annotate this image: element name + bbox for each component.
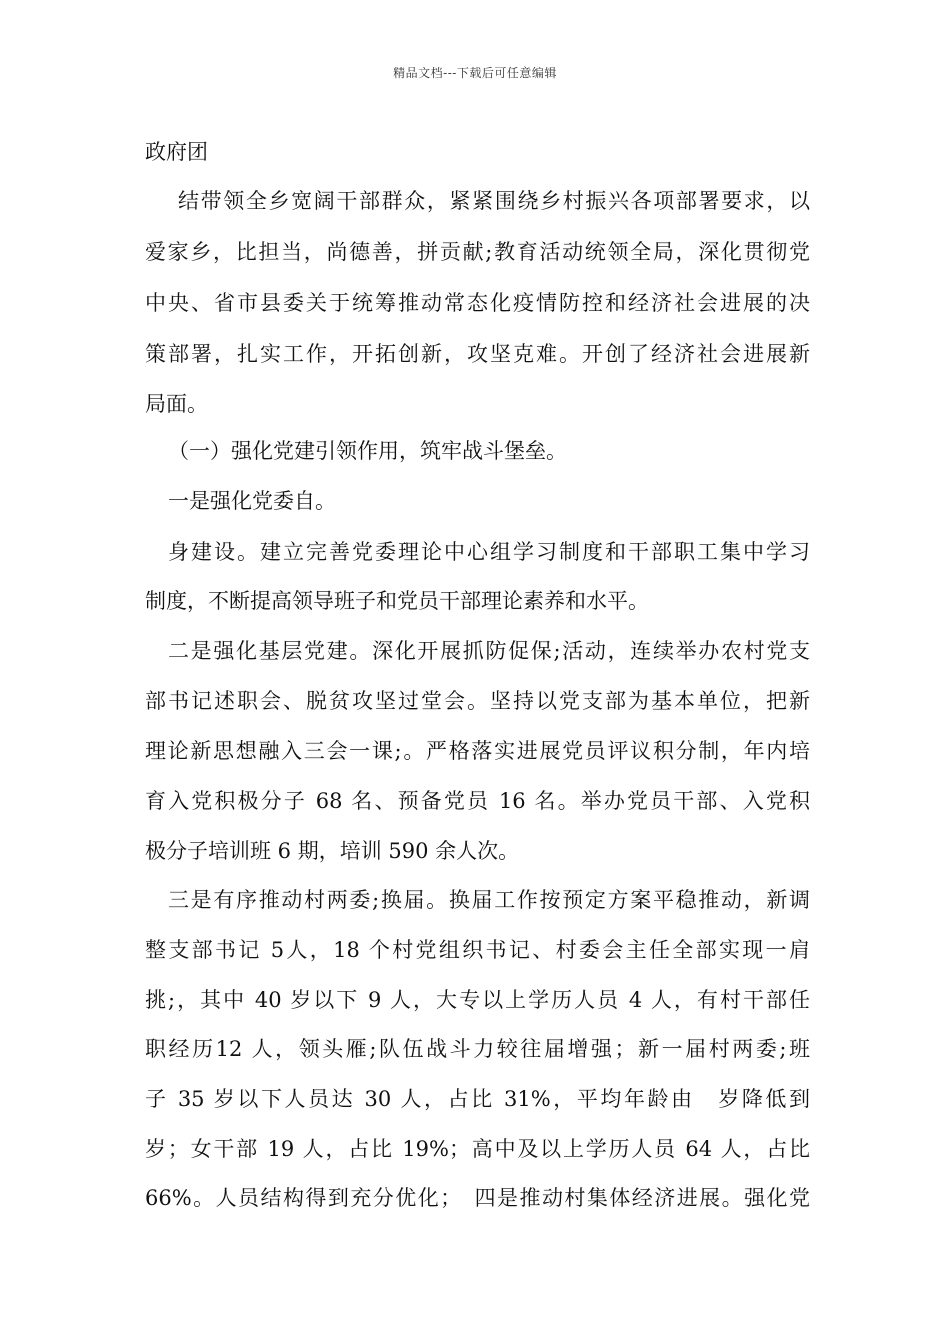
body-line-16: 三是有序推动村两委;换届。换届工作按预定方案平稳推动，新调: [168, 888, 810, 912]
body-line-13: 理论新思想融入三会一课;。严格落实进展党员评议积分制，年内培: [145, 739, 810, 763]
body-line-20: 子 35 岁以下人员达 30 人，占比 31%，平均年龄由 岁降低到: [145, 1087, 810, 1111]
section-heading: （一）强化党建引领作用，筑牢战斗堡垒。: [168, 439, 567, 463]
body-line-12: 部书记述职会、脱贫攻坚过堂会。坚持以党支部为基本单位，把新: [145, 689, 810, 713]
body-line-5: 策部署，扎实工作，开拓创新，攻坚克难。开创了经济社会进展新: [145, 342, 810, 366]
body-line-8: 一是强化党委自。: [168, 489, 336, 513]
body-line-21: 岁；女干部 19 人，占比 19%；高中及以上学历人员 64 人，占比: [145, 1137, 810, 1161]
body-line-6: 局面。: [145, 392, 208, 416]
body-line-1: 政府团: [145, 140, 208, 164]
body-line-4: 中央、省市县委关于统筹推动常态化疫情防控和经济社会进展的决: [145, 291, 810, 315]
body-line-22: 66%。人员结构得到充分优化； 四是推动村集体经济进展。强化党: [145, 1186, 810, 1210]
body-line-2: 结带领全乡宽阔干部群众，紧紧围绕乡村振兴各项部署要求，以: [178, 189, 810, 213]
body-line-17: 整支部书记 5人，18 个村党组织书记、村委会主任全部实现一肩: [145, 938, 810, 962]
body-line-10: 制度，不断提高领导班子和党员干部理论素养和水平。: [145, 589, 649, 613]
body-line-18: 挑;，其中 40 岁以下 9 人，大专以上学历人员 4 人，有村干部任: [145, 988, 810, 1012]
body-line-11: 二是强化基层党建。深化开展抓防促保;活动，连续举办农村党支: [168, 639, 810, 663]
body-line-19: 职经历12 人，领头雁;队伍战斗力较往届增强；新一届村两委;班: [145, 1037, 810, 1061]
body-line-3: 爱家乡，比担当，尚德善，拼贡献;教育活动统领全局，深化贯彻党: [145, 240, 810, 264]
body-line-9: 身建设。建立完善党委理论中心组学习制度和干部职工集中学习: [168, 540, 810, 564]
body-line-14: 育入党积极分子 68 名、预备党员 16 名。举办党员干部、入党积: [145, 789, 810, 813]
page-header: 精品文档---下载后可任意编辑: [393, 66, 557, 80]
body-line-15: 极分子培训班 6 期，培训 590 余人次。: [145, 839, 520, 863]
